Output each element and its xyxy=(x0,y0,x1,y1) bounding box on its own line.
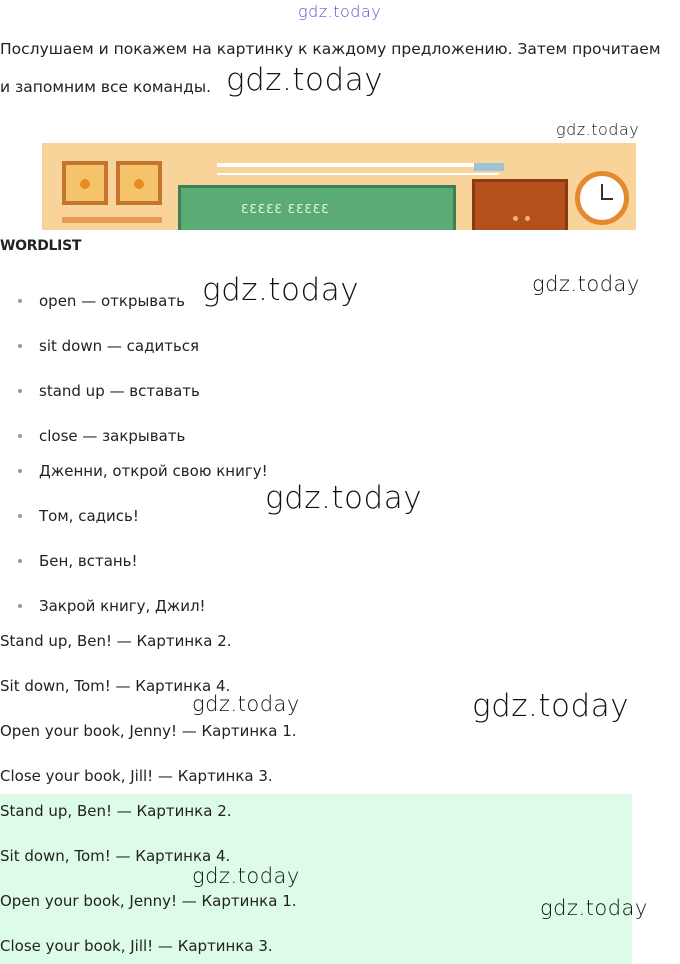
bullet-icon xyxy=(18,434,22,438)
instruction-line-1: Послушаем и покажем на картинку к каждому предложению. Затем прочитаем xyxy=(0,40,661,58)
wall-stripe xyxy=(217,173,499,175)
answer-line: Stand up, Ben! — Картинка 2. xyxy=(0,632,232,650)
highlighted-answer-line: Close your book, Jill! — Картинка 3. xyxy=(0,937,273,955)
watermark: gdz.today xyxy=(265,480,423,516)
watermark: gdz.today xyxy=(556,120,640,139)
bullet-icon xyxy=(18,344,22,348)
chalkboard xyxy=(178,185,456,230)
highlighted-answer-line: Sit down, Tom! — Картинка 4. xyxy=(0,847,231,865)
chalk-writing: ƐƐƐƐƐ ƐƐƐƐƐ xyxy=(241,202,330,216)
picture-frame xyxy=(62,161,108,205)
bullet-icon xyxy=(18,514,22,518)
cabinet-knob xyxy=(525,216,530,221)
highlighted-answer-line: Stand up, Ben! — Картинка 2. xyxy=(0,802,232,820)
list-item: close — закрывать xyxy=(18,427,185,445)
watermark: gdz.today xyxy=(192,692,300,716)
classroom-illustration xyxy=(42,143,636,230)
instruction-line-2: и запомним все команды. xyxy=(0,78,212,96)
watermark-top: gdz.today xyxy=(298,2,382,21)
bullet-icon xyxy=(18,604,22,608)
cabinet-knob xyxy=(513,216,518,221)
books xyxy=(474,163,504,171)
bullet-icon xyxy=(18,559,22,563)
highlighted-answer-line: Open your book, Jenny! — Картинка 1. xyxy=(0,892,297,910)
watermark: gdz.today xyxy=(540,896,648,920)
list-item: Дженни, открой свою книгу! xyxy=(18,462,268,480)
wordlist-heading: WORDLIST xyxy=(0,238,82,254)
clock-icon xyxy=(575,171,629,225)
answer-line: Close your book, Jill! — Картинка 3. xyxy=(0,767,273,785)
bullet-icon xyxy=(18,469,22,473)
shelf xyxy=(62,217,162,223)
answer-line: Sit down, Tom! — Картинка 4. xyxy=(0,677,231,695)
list-item: Бен, встань! xyxy=(18,552,138,570)
bullet-icon xyxy=(18,389,22,393)
list-item: stand up — вставать xyxy=(18,382,200,400)
bullet-icon xyxy=(18,299,22,303)
cabinet xyxy=(472,179,568,230)
list-item: Том, садись! xyxy=(18,507,139,525)
wall-stripe xyxy=(217,163,499,167)
watermark: gdz.today xyxy=(532,272,640,296)
instruction-text xyxy=(0,30,680,106)
answer-line: Open your book, Jenny! — Картинка 1. xyxy=(0,722,297,740)
watermark: gdz.today xyxy=(202,272,360,308)
list-item: Закрой книгу, Джил! xyxy=(18,597,206,615)
list-item: open — открывать xyxy=(18,292,185,310)
watermark: gdz.today xyxy=(192,864,300,888)
watermark: gdz.today xyxy=(472,688,630,724)
watermark: gdz.today xyxy=(226,62,384,98)
list-item: sit down — садиться xyxy=(18,337,199,355)
picture-frame xyxy=(116,161,162,205)
